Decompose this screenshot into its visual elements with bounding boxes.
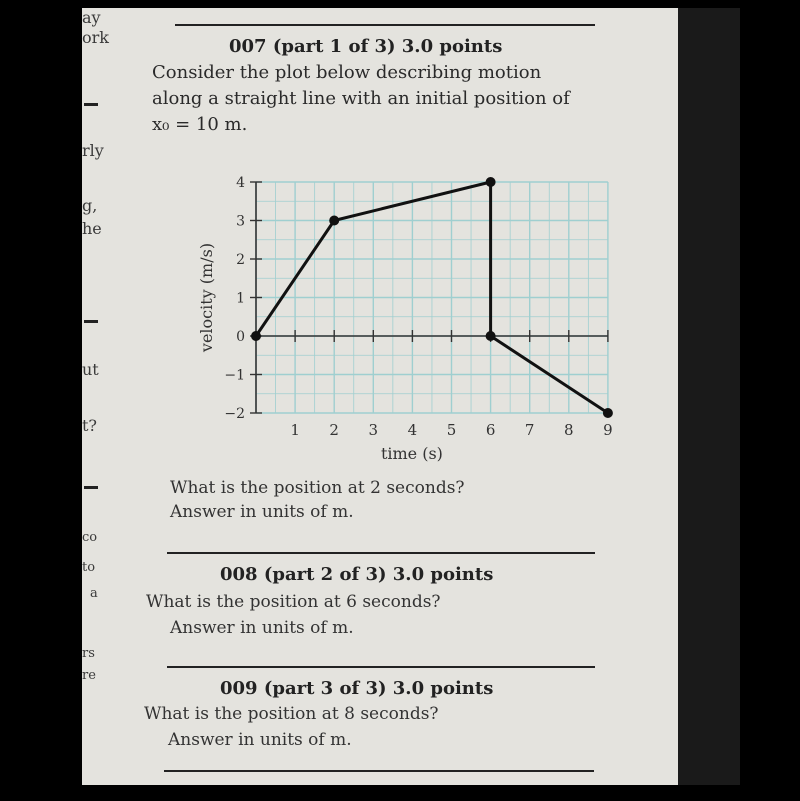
y-tick-label: 2 xyxy=(236,252,245,268)
margin-fragment: co xyxy=(82,530,98,545)
question-separator xyxy=(167,666,595,668)
y-tick-label: 1 xyxy=(236,290,245,307)
photo-edge xyxy=(678,8,740,785)
data-point xyxy=(329,216,339,226)
margin-fragment: ay xyxy=(82,8,101,27)
question-separator xyxy=(164,770,594,772)
x-tick-label: 5 xyxy=(446,421,457,439)
velocity-time-graph xyxy=(182,160,622,470)
question-header: 009 (part 3 of 3) 3.0 points xyxy=(220,678,494,699)
y-tick-label: −2 xyxy=(224,406,245,422)
question-separator xyxy=(175,24,595,26)
margin-fragment: ut xyxy=(82,360,99,379)
y-tick-label: −1 xyxy=(224,367,245,384)
margin-fragment: a xyxy=(90,586,98,601)
margin-fragment: rly xyxy=(82,141,104,160)
y-tick-label: 0 xyxy=(236,329,245,345)
x-tick-label: 2 xyxy=(329,421,339,439)
data-point xyxy=(251,331,261,341)
x-axis-label: time (s) xyxy=(380,444,443,463)
data-point xyxy=(486,177,496,187)
question-intro: x₀ = 10 m. xyxy=(152,114,248,135)
answer-units: Answer in units of m. xyxy=(170,502,354,522)
margin-fragment: t? xyxy=(82,416,98,435)
question-header: 008 (part 2 of 3) 3.0 points xyxy=(220,564,494,585)
margin-fragment: rs xyxy=(82,646,95,661)
answer-units: Answer in units of m. xyxy=(168,730,352,750)
data-point xyxy=(603,408,613,418)
question-header: 007 (part 1 of 3) 3.0 points xyxy=(229,36,503,57)
question-separator xyxy=(167,552,595,554)
y-tick-label: 4 xyxy=(236,175,245,191)
margin-mark xyxy=(84,320,98,323)
x-tick-label: 3 xyxy=(368,421,379,439)
margin-fragment: to xyxy=(82,560,96,575)
margin-mark xyxy=(84,103,98,106)
x-tick-label: 9 xyxy=(603,421,613,439)
margin-fragment: re xyxy=(82,668,96,683)
x-tick-label: 8 xyxy=(564,421,574,439)
margin-mark xyxy=(84,486,98,489)
x-tick-label: 1 xyxy=(290,421,300,439)
margin-fragment: he xyxy=(82,219,102,238)
y-tick-label: 3 xyxy=(236,213,245,230)
question-intro: along a straight line with an initial position of xyxy=(152,88,570,109)
margin-fragment: ork xyxy=(82,28,109,47)
x-tick-label: 7 xyxy=(524,421,535,439)
question-prompt: What is the position at 6 seconds? xyxy=(146,592,441,612)
margin-fragment: g, xyxy=(82,196,98,215)
question-intro: Consider the plot below describing motion xyxy=(152,62,542,83)
data-point xyxy=(486,331,496,341)
worksheet-page xyxy=(82,8,678,785)
question-prompt: What is the position at 8 seconds? xyxy=(144,704,439,724)
y-axis-label: velocity (m/s) xyxy=(197,242,216,353)
x-tick-label: 6 xyxy=(485,421,496,439)
x-tick-label: 4 xyxy=(407,421,418,439)
question-prompt: What is the position at 2 seconds? xyxy=(170,478,465,498)
answer-units: Answer in units of m. xyxy=(170,618,354,638)
